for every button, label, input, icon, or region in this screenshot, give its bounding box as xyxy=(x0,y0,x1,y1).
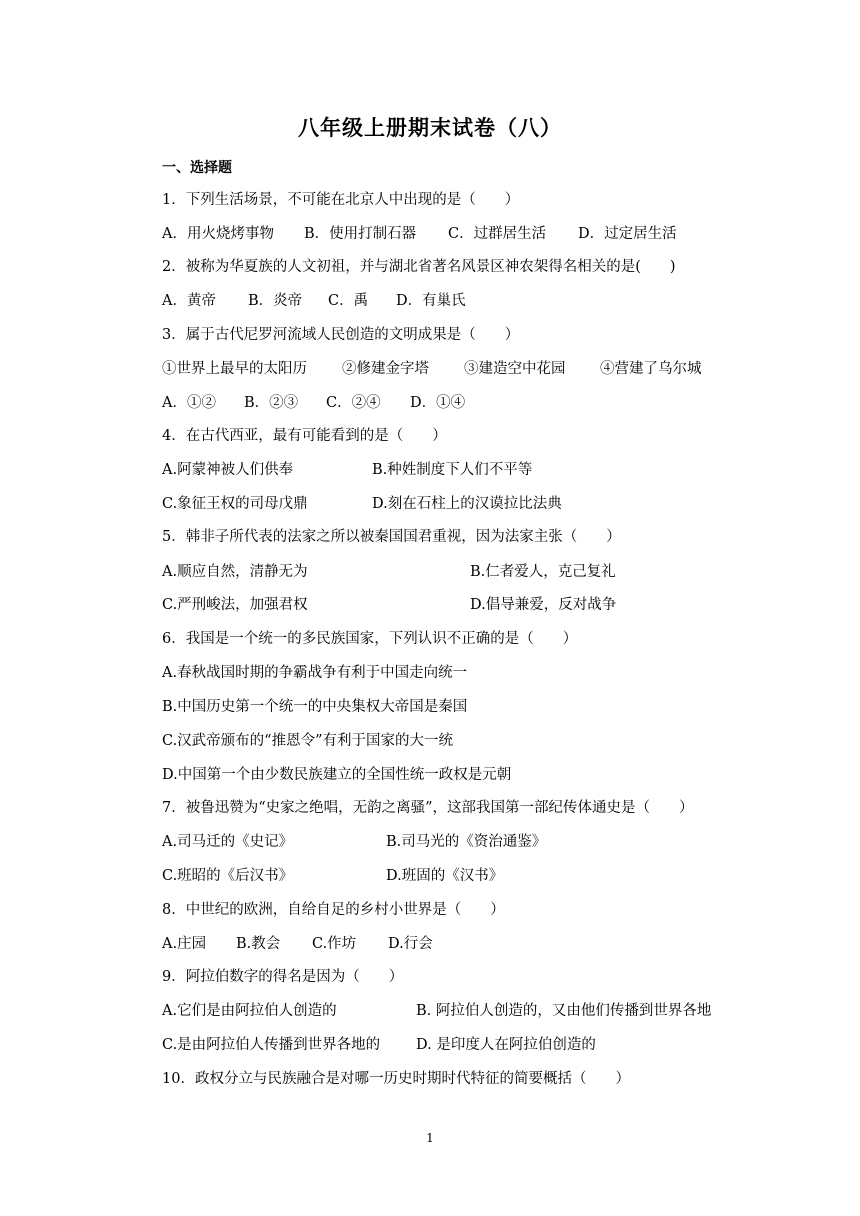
question-7-stem: 7．被鲁迅赞为“史家之绝唱，无韵之离骚”，这部我国第一部纪传体通史是（ ） xyxy=(162,800,694,816)
question-9-option-c: C.是由阿拉伯人传播到世界各地的 xyxy=(162,1037,381,1053)
page-number: 1 xyxy=(426,1131,434,1145)
question-1-stem: 1．下列生活场景，不可能在北京人中出现的是（ ） xyxy=(162,192,520,208)
question-5-option-b: B.仁者爱人，克己复礼 xyxy=(470,564,616,580)
question-5-stem: 5．韩非子所代表的法家之所以被秦国国君重视，因为法家主张（ ） xyxy=(162,529,621,545)
question-3-item-3: ③建造空中花园 xyxy=(464,361,566,377)
question-7-option-a: A.司马迁的《史记》 xyxy=(162,834,294,850)
question-1-option-a: A．用火烧烤事物 xyxy=(162,226,274,242)
question-3-stem: 3．属于古代尼罗河流域人民创造的文明成果是（ ） xyxy=(162,327,520,343)
page-title: 八年级上册期末试卷（八） xyxy=(298,115,562,140)
section-heading: 一、选择题 xyxy=(162,160,232,176)
question-4-option-d: D.刻在石柱上的汉谟拉比法典 xyxy=(372,496,562,512)
question-9-option-d: D. 是印度人在阿拉伯创造的 xyxy=(416,1037,596,1053)
question-2-option-d: D．有巢氏 xyxy=(396,293,466,309)
question-3-item-4: ④营建了乌尔城 xyxy=(600,361,702,377)
question-6-stem: 6．我国是一个统一的多民族国家，下列认识不正确的是（ ） xyxy=(162,631,578,647)
question-7-option-b: B.司马光的《资治通鉴》 xyxy=(386,834,547,850)
question-1-option-c: C．过群居生活 xyxy=(448,226,547,242)
question-3-item-2: ②修建金字塔 xyxy=(342,361,429,377)
question-7-option-c: C.班昭的《后汉书》 xyxy=(162,868,294,884)
question-3-option-d: D．①④ xyxy=(410,395,466,411)
question-8-option-a: A.庄园 xyxy=(162,936,207,952)
question-5-option-c: C.严刑峻法，加强君权 xyxy=(162,597,308,613)
question-2-option-c: C．禹 xyxy=(328,293,369,309)
question-10-stem: 10．政权分立与民族融合是对哪一历史时期时代特征的简要概括（ ） xyxy=(162,1071,630,1087)
question-6-option-a: A.春秋战国时期的争霸战争有利于中国走向统一 xyxy=(162,665,468,681)
question-5-option-a: A.顺应自然，清静无为 xyxy=(162,564,308,580)
question-4-option-a: A.阿蒙神被人们供奉 xyxy=(162,462,294,478)
question-7-option-d: D.班固的《汉书》 xyxy=(386,868,504,884)
question-3-option-a: A．①② xyxy=(162,395,216,411)
question-9-option-b: B. 阿拉伯人创造的，又由他们传播到世界各地 xyxy=(416,1003,712,1019)
question-1-option-d: D．过定居生活 xyxy=(578,226,677,242)
question-3-item-1: ①世界上最早的太阳历 xyxy=(162,361,307,377)
question-8-stem: 8．中世纪的欧洲，自给自足的乡村小世界是（ ） xyxy=(162,902,505,918)
question-6-option-b: B.中国历史第一个统一的中央集权大帝国是秦国 xyxy=(162,699,468,715)
question-3-option-b: B．②③ xyxy=(244,395,299,411)
question-1-option-b: B．使用打制石器 xyxy=(304,226,417,242)
question-2-stem: 2．被称为华夏族的人文初祖，并与湖北省著名风景区神农架得名相关的是( ) xyxy=(162,259,676,275)
question-2-option-a: A．黄帝 xyxy=(162,293,216,309)
question-6-option-d: D.中国第一个由少数民族建立的全国性统一政权是元朝 xyxy=(162,767,512,783)
question-6-option-c: C.汉武帝颁布的“推恩令”有利于国家的大一统 xyxy=(162,733,454,749)
question-8-option-d: D.行会 xyxy=(388,936,433,952)
question-8-option-c: C.作坊 xyxy=(312,936,357,952)
question-5-option-d: D.倡导兼爱，反对战争 xyxy=(470,597,617,613)
question-9-option-a: A.它们是由阿拉伯人创造的 xyxy=(162,1003,337,1019)
question-3-option-c: C．②④ xyxy=(326,395,381,411)
question-8-option-b: B.教会 xyxy=(236,936,281,952)
question-4-stem: 4．在古代西亚，最有可能看到的是（ ） xyxy=(162,428,447,444)
question-2-option-b: B．炎帝 xyxy=(248,293,303,309)
question-4-option-c: C.象征王权的司母戊鼎 xyxy=(162,496,308,512)
question-4-option-b: B.种姓制度下人们不平等 xyxy=(372,462,533,478)
question-9-stem: 9．阿拉伯数字的得名是因为（ ） xyxy=(162,969,404,985)
